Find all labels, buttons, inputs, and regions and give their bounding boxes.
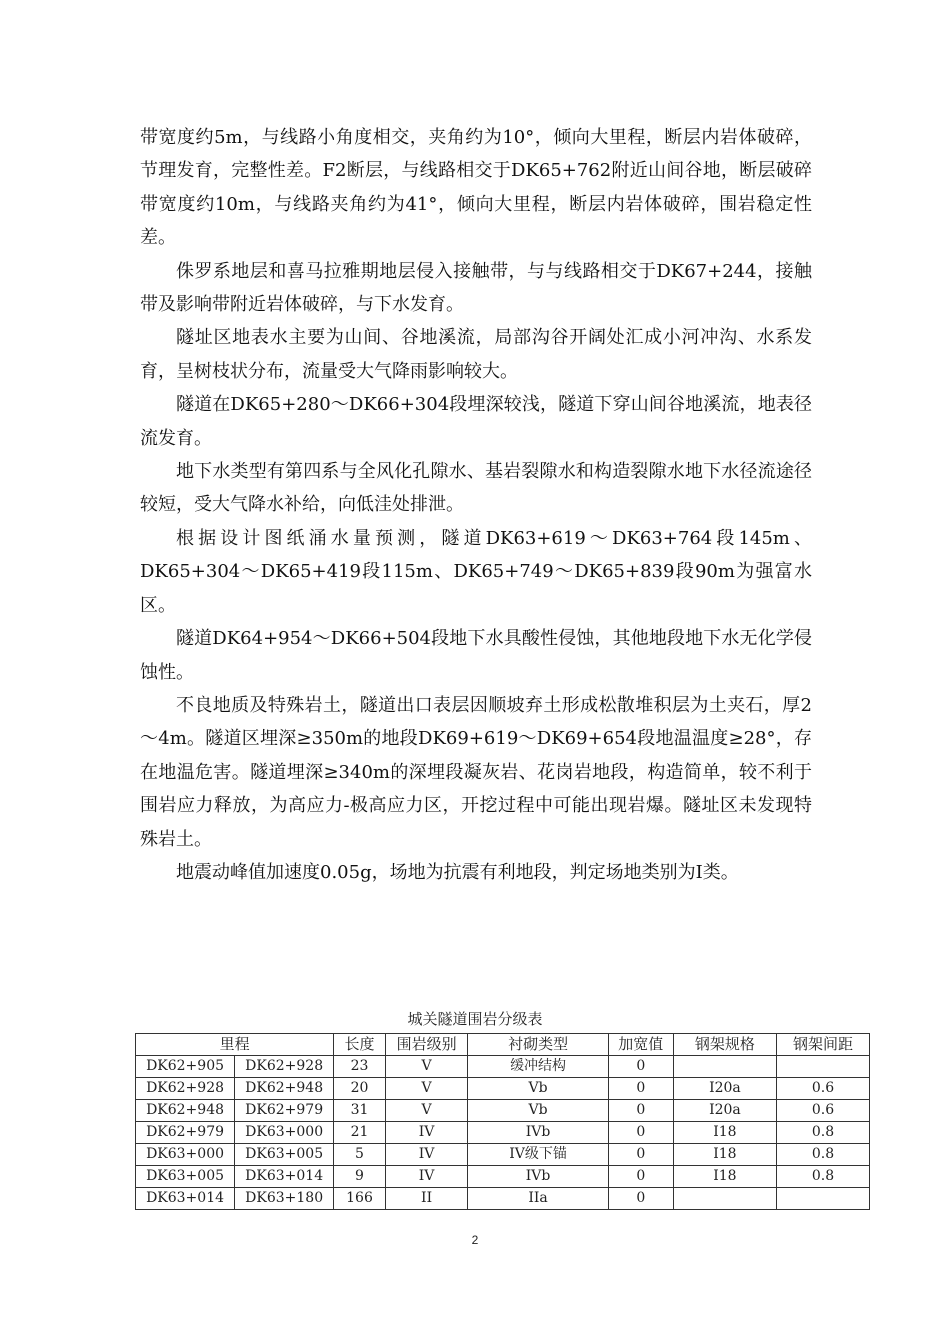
cell-length: 5 [334,1144,386,1166]
cell-widening: 0 [608,1078,673,1100]
column-header-lining: 衬砌类型 [468,1034,608,1056]
cell-start: DK63+000 [136,1144,235,1166]
column-header-widening: 加宽值 [608,1034,673,1056]
cell-grade: IV [385,1122,468,1144]
cell-end: DK63+000 [235,1122,334,1144]
cell-widening: 0 [608,1144,673,1166]
cell-length: 9 [334,1166,386,1188]
table-header-row [136,1034,870,1056]
cell-steel-spec: I18 [673,1122,776,1144]
cell-lining: IIa [468,1188,608,1210]
cell-widening: 0 [608,1188,673,1210]
cell-length: 31 [334,1100,386,1122]
table-row [136,1056,870,1078]
rock-grade-table [135,1033,870,1210]
table-row [136,1188,870,1210]
paragraph: 带宽度约5m，与线路小角度相交，夹角约为10°，倾向大里程，断层内岩体破碎，节理发育，完整性差。F2断层，与线路相交于DK65+762附近山间谷地，断层破碎带宽度约10m，与线路夹角约为41°，倾向大里程，断层内岩体破碎，围岩稳定性差。 [140,127,812,249]
cell-length: 166 [334,1188,386,1210]
cell-end: DK62+979 [235,1100,334,1122]
cell-start: DK62+948 [136,1100,235,1122]
paragraph: 侏罗系地层和喜马拉雅期地层侵入接触带，与与线路相交于DK67+244，接触带及影响带附近岩体破碎，与下水发育。 [140,260,812,316]
cell-grade: II [385,1188,468,1210]
cell-steel-spacing: 0.8 [777,1122,870,1144]
cell-widening: 0 [608,1122,673,1144]
cell-end: DK63+014 [235,1166,334,1188]
table-row [136,1122,870,1144]
paragraph: 地震动峰值加速度0.05g，场地为抗震有利地段，判定场地类别为Ⅰ类。 [176,861,739,883]
paragraph: 根据设计图纸涌水量预测，隧道DK63+619～DK63+764段145m、DK65+304～DK65+419段115m、DK65+749～DK65+839段90m为强富水区。 [140,527,812,616]
cell-start: DK63+005 [136,1166,235,1188]
cell-widening: 0 [608,1166,673,1188]
cell-steel-spacing: 0.8 [777,1166,870,1188]
paragraph: 隧址区地表水主要为山间、谷地溪流，局部沟谷开阔处汇成小河冲沟、水系发育，呈树枝状分布，流量受大气降雨影响较大。 [140,327,812,382]
cell-lining: 缓冲结构 [468,1056,608,1078]
cell-length: 23 [334,1056,386,1078]
column-header-steel-spacing: 钢架间距 [777,1034,870,1056]
cell-start: DK62+979 [136,1122,235,1144]
cell-grade: V [385,1100,468,1122]
cell-steel-spec: I18 [673,1144,776,1166]
column-header-length: 长度 [334,1034,386,1056]
cell-end: DK63+180 [235,1188,334,1210]
table-row [136,1144,870,1166]
cell-lining: IV级下锚 [468,1144,608,1166]
column-header-steel-spec: 钢架规格 [673,1034,776,1056]
cell-length: 21 [334,1122,386,1144]
paragraph: 不良地质及特殊岩土，隧道出口表层因顺坡弃土形成松散堆积层为土夹石，厚2～4m。隧道区埋深≥350m的地段DK69+619～DK69+654段地温温度≥28°，存在地温危害。隧道埋深≥340m的深埋段凝灰岩、花岗岩地段，构造简单，较不利于围岩应力释放，为高应力-极高应力区，开挖过程中可能出现岩爆。隧址区未发现特殊岩土。 [140,694,812,850]
cell-start: DK63+014 [136,1188,235,1210]
paragraph: 隧道在DK65+280～DK66+304段埋深较浅，隧道下穿山间谷地溪流，地表径流发育。 [140,394,812,449]
cell-steel-spacing: 0.8 [777,1144,870,1166]
column-header-mileage: 里程 [136,1034,334,1056]
cell-lining: Vb [468,1078,608,1100]
cell-length: 20 [334,1078,386,1100]
cell-end: DK63+005 [235,1144,334,1166]
cell-steel-spec: I20a [673,1078,776,1100]
paragraph: 隧道DK64+954～DK66+504段地下水具酸性侵蚀，其他地段地下水无化学侵蚀性。 [140,628,812,683]
cell-grade: V [385,1078,468,1100]
cell-start: DK62+905 [136,1056,235,1078]
cell-steel-spec: I18 [673,1166,776,1188]
cell-start: DK62+928 [136,1078,235,1100]
cell-lining: IVb [468,1166,608,1188]
table-row [136,1166,870,1188]
cell-steel-spec [673,1056,776,1078]
cell-steel-spacing [777,1056,870,1078]
paragraph: 地下水类型有第四系与全风化孔隙水、基岩裂隙水和构造裂隙水地下水径流途径较短，受大气降水补给，向低洼处排泄。 [140,461,812,516]
cell-widening: 0 [608,1056,673,1078]
table-row [136,1078,870,1100]
cell-widening: 0 [608,1100,673,1122]
cell-steel-spacing [777,1188,870,1210]
cell-steel-spacing: 0.6 [777,1100,870,1122]
cell-lining: Vb [468,1100,608,1122]
cell-steel-spec [673,1188,776,1210]
cell-end: DK62+948 [235,1078,334,1100]
cell-steel-spec: I20a [673,1100,776,1122]
cell-grade: IV [385,1166,468,1188]
column-header-grade: 围岩级别 [385,1034,468,1056]
table-title: 城关隧道围岩分级表 [407,1010,543,1028]
cell-grade: V [385,1056,468,1078]
page-number: 2 [471,1233,479,1247]
body-text [140,121,812,889]
table-row [136,1100,870,1122]
cell-steel-spacing: 0.6 [777,1078,870,1100]
cell-grade: IV [385,1144,468,1166]
cell-lining: IVb [468,1122,608,1144]
cell-end: DK62+928 [235,1056,334,1078]
